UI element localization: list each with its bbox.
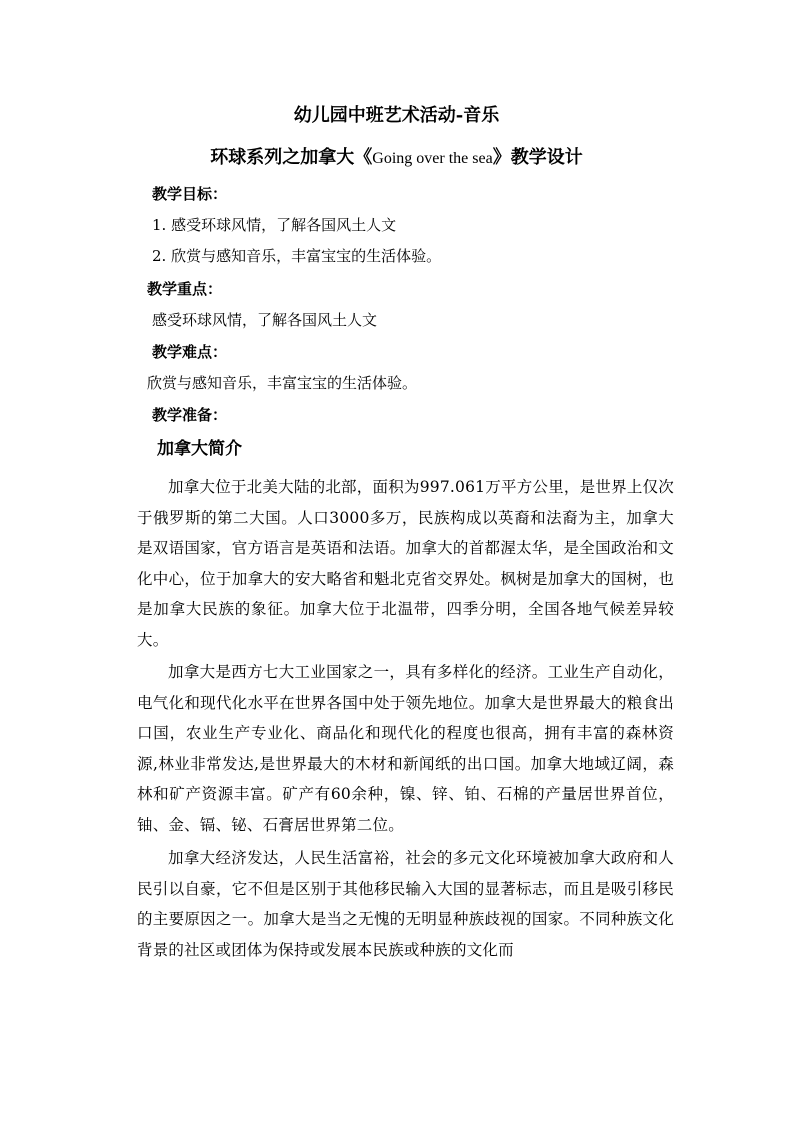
key-points-label: 教学重点： <box>147 280 223 298</box>
preparation-label: 教学准备： <box>152 406 228 424</box>
document-title: 幼儿园中班艺术活动-音乐 <box>293 105 500 126</box>
subtitle-suffix: 》教学设计 <box>492 147 583 168</box>
intro-heading: 加拿大简介 <box>157 439 242 459</box>
subtitle-song-name: Going over the sea <box>372 150 493 167</box>
intro-paragraph-2: 加拿大是西方七大工业国家之一，具有多样化的经济。工业生产自动化，电气化和现代化水平在世界各国中处于领先地位。加拿大是世界最大的粮食出口国，农业生产专业化、商品化和现代化的程度也很高，拥有丰富的森林资源,林业非常发达,是世界最大的木材和新闻纸的出口国。加拿大地域辽阔，森林和矿产资源丰富。矿产有60余种，镍、锌、铂、石棉的产量居世界首位，铀、金、镉、铋、石膏居世界第二位。 <box>137 663 674 834</box>
goal-item-1: 1. 感受环球风情，了解各国风土人文 <box>152 216 397 234</box>
goals-label: 教学目标： <box>152 185 228 203</box>
document-subtitle <box>0 146 793 171</box>
difficulties-text: 欣赏与感知音乐，丰富宝宝的生活体验。 <box>147 374 418 392</box>
intro-paragraph-3: 加拿大经济发达，人民生活富裕，社会的多元文化环境被加拿大政府和人民引以自豪，它不但是区别于其他移民输入大国的显著标志，而且是吸引移民的主要原因之一。加拿大是当之无愧的无明显种族歧视的国家。不同种族文化背景的社区或团体为保持或发展本民族或种族的文化而 <box>137 849 674 959</box>
goal-item-2: 2. 欣赏与感知音乐，丰富宝宝的生活体验。 <box>152 247 442 265</box>
subtitle-prefix: 环球系列之加拿大《 <box>210 147 373 168</box>
difficulties-label: 教学难点： <box>152 343 228 361</box>
key-points-text: 感受环球风情，了解各国风土人文 <box>152 311 378 329</box>
intro-paragraph-1: 加拿大位于北美大陆的北部，面积为997.061万平方公里，是世界上仅次于俄罗斯的第二大国。人口3000多万，民族构成以英裔和法裔为主，加拿大是双语国家，官方语言是英语和法语。加拿大的首都渥太华，是全国政治和文化中心，位于加拿大的安大略省和魁北克省交界处。枫树是加拿大的国树，也是加拿大民族的象征。加拿大位于北温带，四季分明，全国各地气候差异较大。 <box>137 478 674 649</box>
